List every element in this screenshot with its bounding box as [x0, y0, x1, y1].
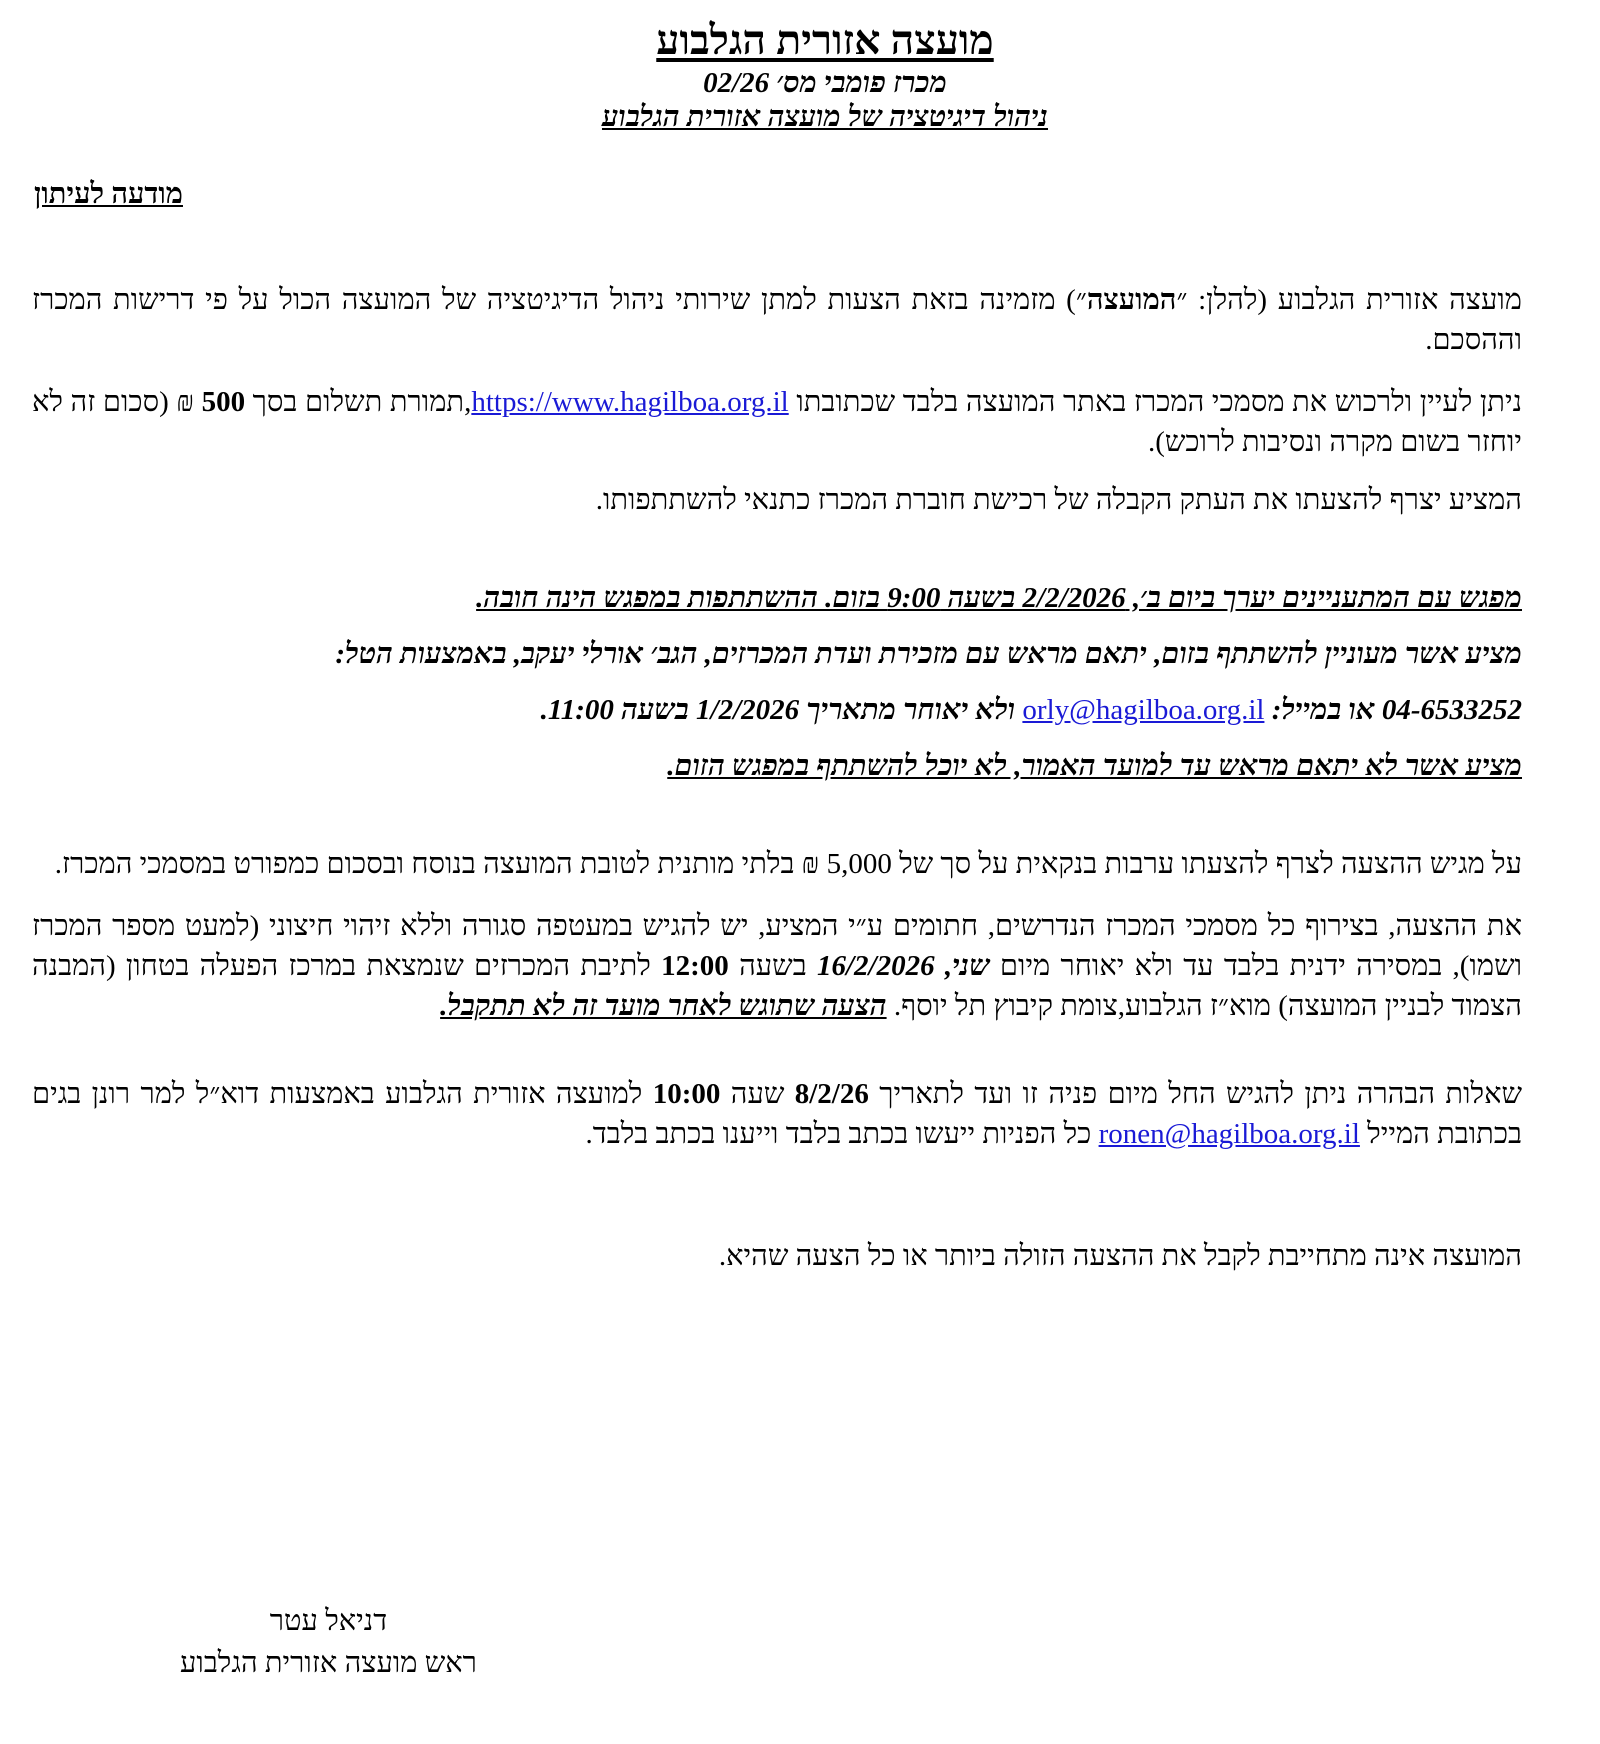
- tender-number-prefix: מכרז פומבי מס׳: [776, 67, 947, 99]
- intro-text-b: ״) מזמינה בזאת הצעות למתן שירותי ניהול הדיגיטציה של המועצה הכול על פי דרישות המכרז וההסכם.: [32, 284, 1522, 356]
- submission-late-warning: הצעה שתוגש לאחר מועד זה לא תתקבל.: [440, 990, 887, 1022]
- intro-paragraph: [32, 280, 1522, 360]
- questions-paragraph: [32, 1074, 1522, 1154]
- council-website-link[interactable]: https://www.hagilboa.org.il: [471, 386, 789, 418]
- questions-text-c: למועצה אזורית הגלבוע באמצעות דוא״ל למר רונן בגים בכתובת המייל: [32, 1078, 1522, 1150]
- questions-time: 10:00: [652, 1078, 721, 1110]
- meeting-line-3: [32, 690, 1522, 730]
- meeting-line-3-suffix: ולא יאוחר מתאריך 1/2/2026 בשעה 11:00.: [540, 694, 1016, 726]
- purchase-amount: 500: [201, 386, 246, 418]
- questions-text-d: כל הפניות ייעשו בכתב בלבד וייענו בכתב בלבד.: [585, 1118, 1092, 1150]
- tender-number: [50, 66, 1600, 100]
- meeting-line-1: מפגש עם המתעניינים יערך ביום ב׳, 2/2/2026 בשעה 9:00 בזום. ההשתתפות במפגש הינה חובה.: [476, 582, 1522, 614]
- signatory-role: ראש מועצה אזורית הגלבוע: [180, 1647, 477, 1679]
- intro-council-bold: המועצה: [1086, 284, 1177, 316]
- questions-text-a: שאלות הבהרה ניתן להגיש החל מיום פניה זו ועד לתאריך: [879, 1078, 1523, 1110]
- meeting-email-link[interactable]: orly@hagilboa.org.il: [1022, 694, 1265, 726]
- council-title: מועצה אזורית הגלבוע: [656, 17, 994, 63]
- submission-text-c: לתיבת המכרזים שנמצאת במרכז הפעלה בטחון (המבנה הצמוד לבניין המועצה) מוא״ז הגלבוע,צומת קיבוץ תל יוסף.: [32, 950, 1522, 1022]
- purchase-text-a: ניתן לעיין ולרכוש את מסמכי המכרז באתר המועצה בלבד שכתובתו: [796, 386, 1523, 418]
- document-body: [32, 280, 1522, 1276]
- submission-paragraph: [32, 906, 1522, 1026]
- submission-time: 12:00: [661, 950, 729, 982]
- submission-text-b: בשעה: [739, 950, 807, 982]
- document-header: [50, 14, 1600, 134]
- submission-text-a: את ההצעה, בצירוף כל מסמכי המכרז הנדרשים, חתומים ע״י המציע, יש להגיש במעטפה סגורה וללא זיהוי חיצוני (למעט מספר המכרז ושמו), במסירה ידנית בלבד עד ולא יאוחר מיום: [32, 910, 1523, 982]
- meeting-line-4: מציע אשר לא יתאם מראש עד למועד האמור, לא יוכל להשתתף במפגש הזום.: [667, 750, 1522, 782]
- signature-block: [180, 1600, 477, 1684]
- tender-subject: ניהול דיגיטציה של מועצה אזורית הגלבוע: [601, 101, 1049, 133]
- questions-text-b: שעה: [730, 1078, 785, 1110]
- intro-text-a: מועצה אזורית הגלבוע (להלן: ״: [1176, 284, 1523, 316]
- guarantee-paragraph: על מגיש ההצעה לצרף להצעתו ערבות בנקאית על סך של 5,000 ₪ בלתי מותנית לטובת המועצה בנוסח ובסכום כמפורט במסמכי המכרז.: [54, 848, 1522, 880]
- meeting-email-prefix: או במייל:: [1271, 694, 1375, 726]
- questions-date: 8/2/26: [794, 1078, 869, 1110]
- receipt-paragraph: המציע יצרף להצעתו את העתק הקבלה של רכישת חוברת המכרז כתנאי להשתתפותו.: [595, 484, 1522, 516]
- signatory-name: דניאל עטר: [269, 1605, 388, 1637]
- purchase-text-c: ₪ (סכום זה לא יוחזר בשום מקרה ונסיבות לרוכש).: [32, 386, 1522, 458]
- meeting-phone: 04-6533252: [1381, 694, 1522, 726]
- newspaper-notice-label: מודעה לעיתון: [34, 178, 183, 210]
- purchase-paragraph: [32, 382, 1522, 462]
- submission-day: שני, 16/2/2026: [816, 950, 990, 982]
- disclaimer-paragraph: המועצה אינה מתחייבת לקבל את ההצעה הזולה ביותר או כל הצעה שהיא.: [718, 1240, 1522, 1272]
- questions-email-link[interactable]: ronen@hagilboa.org.il: [1098, 1118, 1360, 1150]
- tender-number-value: 02/26: [703, 67, 770, 99]
- purchase-text-b: ,תמורת תשלום בסך: [252, 386, 472, 418]
- meeting-line-2: מציע אשר מעוניין להשתתף בזום, יתאם מראש עם מזכירת ועדת המכרזים, הגב׳ אורלי יעקב, באמצעות הטל:: [335, 638, 1522, 670]
